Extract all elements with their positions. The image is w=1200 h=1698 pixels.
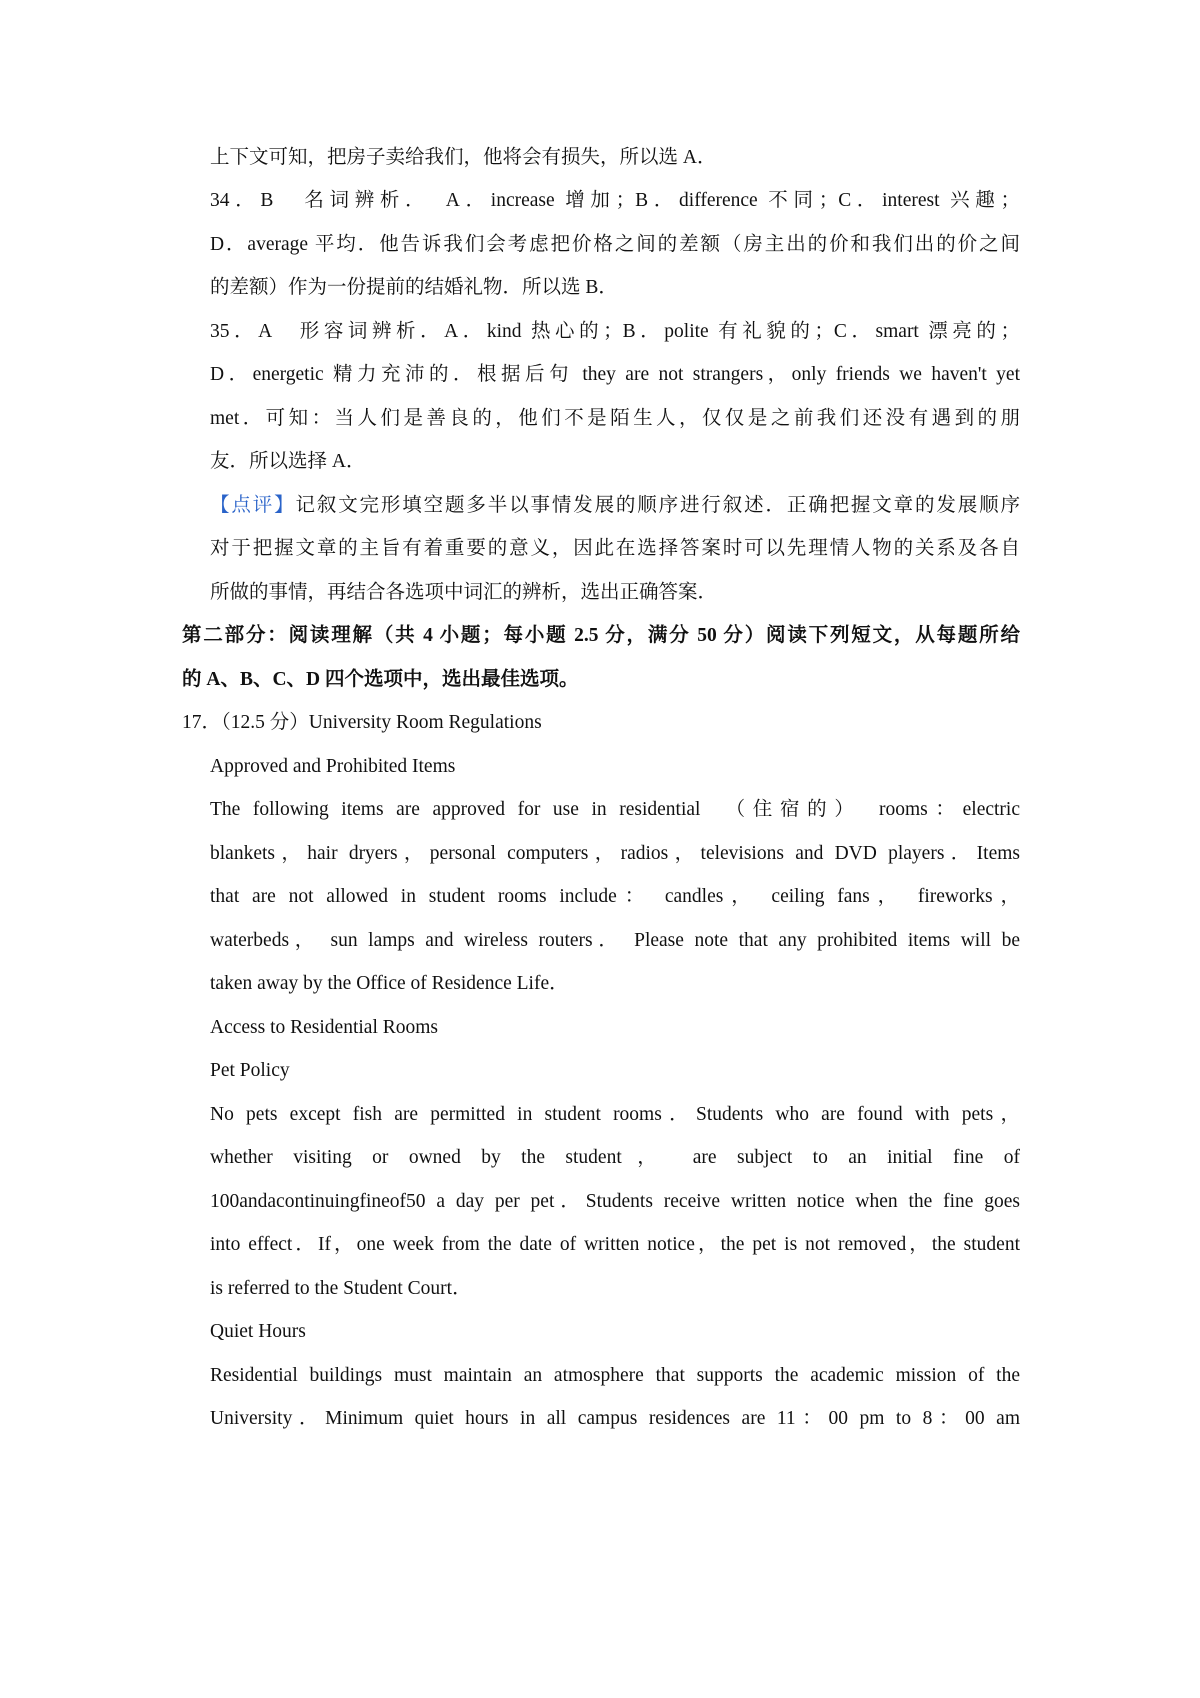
subheading: Quiet Hours [210, 1321, 306, 1342]
text-line: The following items are approved for use in residential （住宿的） rooms：electric [210, 799, 1020, 820]
text-line: waterbeds， sun lamps and wireless routers． Please note that any prohibited items will be [210, 930, 1020, 951]
answer-35-line: 35．A 形容词辨析．A．kind 热心的；B．polite 有礼貌的；C．smart 漂亮的； [210, 321, 1020, 342]
text-line: D．energetic 精力充沛的．根据后句 they are not strangers，only friends we haven't yet [210, 364, 1020, 385]
text-line: 友．所以选择 A． [210, 451, 366, 472]
comment-line [210, 494, 1020, 518]
subheading: Pet Policy [210, 1060, 290, 1081]
text-line: met．可知：当人们是善良的，他们不是陌生人，仅仅是之前我们还没有遇到的朋 [210, 408, 1020, 429]
text-line: 所做的事情，再结合各选项中词汇的辨析，选出正确答案． [210, 582, 718, 603]
text-line: D．average 平均．他告诉我们会考虑把价格之间的差额（房主出的价和我们出的价之间 [210, 234, 1020, 255]
text-line: blankets，hair dryers，personal computers，radios，televisions and DVD players．Items [210, 843, 1020, 864]
text-line: that are not allowed in student rooms include： candles， ceiling fans， fireworks， [210, 886, 1020, 907]
text-line: 100andacontinuingfineof50 a day per pet．Students receive written notice when the fine goes [210, 1191, 1020, 1212]
text-line: No pets except fish are permitted in student rooms．Students who are found with pets， [210, 1104, 1020, 1125]
answer-34-line: 34．B 名词辨析． A．increase 增加；B．difference 不同；C．interest 兴趣； [210, 190, 1020, 211]
subheading: Approved and Prohibited Items [210, 756, 456, 777]
text-line: is referred to the Student Court． [210, 1278, 472, 1299]
section-heading: 的 A、B、C、D 四个选项中，选出最佳选项。 [182, 669, 579, 690]
text-line: whether visiting or owned by the student， are subject to an initial fine of [210, 1147, 1020, 1168]
comment-tag: 【点评】 [210, 495, 296, 516]
comment-text: 记叙文完形填空题多半以事情发展的顺序进行叙述．正确把握文章的发展顺序 [295, 495, 1020, 516]
question-17-title: 17．（12.5 分）University Room Regulations [182, 712, 542, 733]
text-line: taken away by the Office of Residence Life． [210, 973, 569, 994]
text-line: 对于把握文章的主旨有着重要的意义，因此在选择答案时可以先理情人物的关系及各自 [210, 538, 1020, 559]
text-line: 上下文可知，把房子卖给我们，他将会有损失，所以选 A． [210, 147, 717, 168]
text-line: University．Minimum quiet hours in all campus residences are 11：00 pm to 8：00 am [210, 1408, 1020, 1429]
text-line: into effect．If，one week from the date of written notice，the pet is not removed，the student [210, 1234, 1020, 1255]
subheading: Access to Residential Rooms [210, 1017, 439, 1038]
text-line: Residential buildings must maintain an atmosphere that supports the academic mission of the [210, 1365, 1020, 1386]
text-line: 的差额）作为一份提前的结婚礼物．所以选 B． [210, 277, 618, 298]
section-heading: 第二部分：阅读理解（共 4 小题；每小题 2.5 分，满分 50 分）阅读下列短文，从每题所给 [182, 625, 1020, 646]
